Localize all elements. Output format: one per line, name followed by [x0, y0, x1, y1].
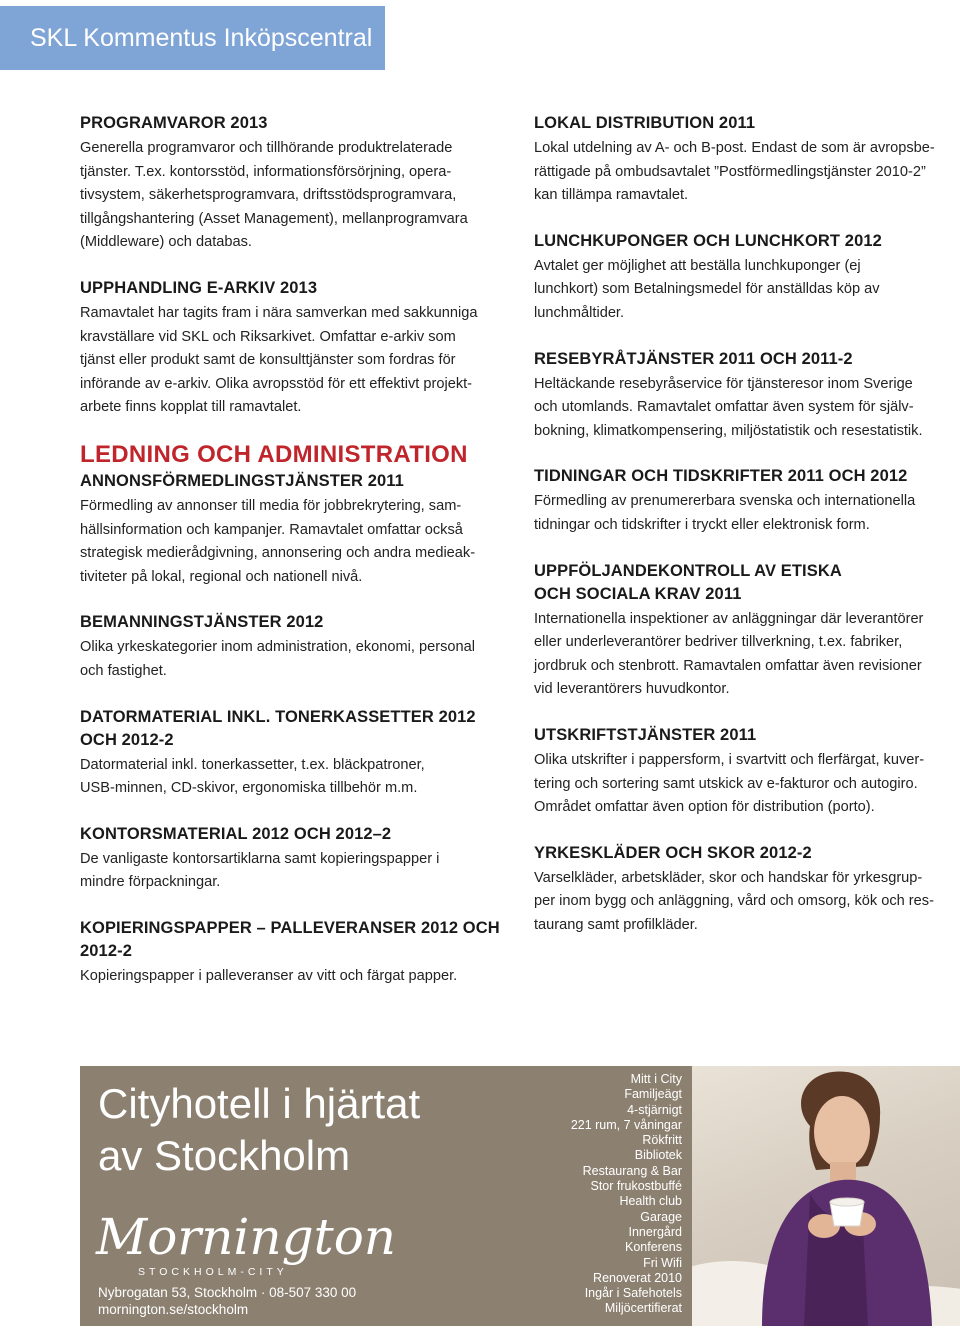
section-body: Förmedling av prenumererbara svenska och internationella tidningar och tidskrifter i tryckt eller elektronisk form.: [534, 493, 916, 533]
section-kontorsmaterial: [80, 823, 510, 895]
section-lokal-distribution: [534, 112, 958, 208]
feature-item: Innergård: [628, 1224, 682, 1239]
feature-item: Familjeägt: [624, 1087, 682, 1102]
section-body: Olika utskrifter i pappersform, i svartvitt och flerfärgat, kuver- tering och sortering samt utskick av e-fakturor och autogiro. Området omfattar även option för distribution (porto).: [534, 751, 925, 816]
section-body: De vanligaste kontorsartiklarna samt kopieringspapper i mindre förpackningar.: [80, 850, 440, 891]
feature-item: Stor frukostbuffé: [590, 1179, 682, 1194]
section-title: TIDNINGAR OCH TIDSKRIFTER 2011 OCH 2012: [534, 467, 908, 486]
section-annonsformedling: [80, 440, 510, 589]
feature-item: Konferens: [625, 1240, 682, 1255]
section-title: UPPHANDLING E-ARKIV 2013: [80, 278, 318, 297]
feature-item: Bibliotek: [634, 1148, 682, 1163]
feature-item: Rökfritt: [642, 1133, 682, 1148]
ad-feature-list: [520, 1072, 682, 1317]
section-title: LUNCHKUPONGER OCH LUNCHKORT 2012: [534, 231, 882, 250]
section-datormaterial: [80, 706, 510, 801]
section-body: Lokal utdelning av A- och B-post. Endast de som är avropsbe- rättigade på ombudsavtalet ”Postförmedlingstjänster 2010-2” kan tillämpa ramavtalet.: [534, 140, 935, 204]
feature-item: 221 rum, 7 våningar: [570, 1117, 682, 1132]
section-yrkesklader: [534, 842, 958, 938]
logo-wordmark: Mornington: [96, 1208, 396, 1266]
feature-item: Restaurang & Bar: [582, 1163, 682, 1178]
logo-subtitle: STOCKHOLM-CITY: [138, 1266, 288, 1278]
left-column: [80, 112, 510, 1010]
ad-text-area: [80, 1066, 565, 1326]
feature-item: Fri Wifi: [643, 1255, 682, 1270]
section-body: Ramavtalet har tagits fram i nära samverkan med sakkunniga kravställare vid SKL och Riksarkivet. Omfattar e-arkiv som tjänst eller produkt samt de konsulttjänster som fordras för införande av e-arkiv. Olika avropsstöd för ett effektivt projekt- arbete finns kopplat till ramavtalet.: [80, 304, 478, 416]
ad-headline: Cityhotell i hjärtat av Stockholm: [98, 1080, 421, 1179]
photo-illustration: [692, 1066, 960, 1326]
section-kopieringspapper: [80, 917, 510, 989]
section-title: PROGRAMVAROR 2013: [80, 114, 268, 132]
section-uppfoljandekontroll: [534, 560, 958, 702]
section-resebyra: [534, 348, 958, 444]
section-title: UPPFÖLJANDEKONTROLL AV ETISKA OCH SOCIALA KRAV 2011: [534, 561, 842, 603]
section-title: RESEBYRÅTJÄNSTER 2011 OCH 2011-2: [534, 349, 853, 368]
section-body: Datormaterial inkl. tonerkassetter, t.ex. bläckpatroner, USB-minnen, CD-skivor, ergonomiska tillbehör m.m.: [80, 756, 425, 797]
section-body: Internationella inspektioner av anläggningar där leverantörer eller underleverantörer bedriver tillverkning, t.ex. fabriker, jordbruk och stenbrott. Ramavtalen omfattar även revisioner vid leverantörers huvudkontor.: [534, 610, 924, 698]
section-title: DATORMATERIAL INKL. TONERKASSETTER 2012 OCH 2012-2: [80, 707, 476, 749]
section-body: Kopieringspapper i palleveranser av vitt och färgat papper.: [80, 967, 458, 984]
feature-item: Ingår i Safehotels: [584, 1286, 682, 1301]
section-tidningar: [534, 465, 958, 537]
section-title: KONTORSMATERIAL 2012 OCH 2012–2: [80, 824, 392, 843]
section-body: Varselkläder, arbetskläder, skor och handskar för yrkesgrup- per inom bygg och anläggning, vård och omsorg, kök och res- taurang samt profilkläder.: [534, 869, 934, 933]
section-lunchkuponger: [534, 230, 958, 326]
category-heading: LEDNING OCH ADMINISTRATION: [80, 440, 468, 468]
section-programvaror: [80, 112, 510, 255]
section-e-arkiv: [80, 277, 510, 420]
section-title: BEMANNINGSTJÄNSTER 2012: [80, 613, 324, 632]
section-bemanning: [80, 611, 510, 683]
section-body: Förmedling av annonser till media för jobbrekrytering, sam- hällsinformation och kampanjer. Ramavtalet omfattar också strategisk medierådgivning, annonsering och andra medieak- tiviteter på lokal, regional och nationell nivå.: [80, 497, 476, 585]
ad-url[interactable]: mornington.se/stockholm: [98, 1302, 249, 1317]
feature-item: 4-stjärnigt: [627, 1102, 682, 1117]
section-title: KOPIERINGSPAPPER – PALLEVERANSER 2012 OCH 2012-2: [80, 918, 500, 960]
page-header-title: SKL Kommentus Inköpscentral: [30, 24, 373, 52]
feature-item: Renoverat 2010: [593, 1270, 682, 1285]
section-title: UTSKRIFTSTJÄNSTER 2011: [534, 725, 757, 744]
feature-item: Health club: [619, 1194, 682, 1209]
right-column: [534, 112, 958, 959]
hotel-advertisement: [80, 1066, 960, 1326]
section-body: Avtalet ger möjlighet att beställa lunchkuponger (ej lunchkort) som Betalningsmedel för anställdas köp av lunchmåltider.: [534, 257, 880, 321]
hotel-guest-photo: [692, 1066, 960, 1326]
feature-item: Mitt i City: [630, 1072, 682, 1086]
section-utskriftstjanster: [534, 724, 958, 820]
ad-address: Nybrogatan 53, Stockholm · 08-507 330 00: [98, 1285, 357, 1300]
feature-item: Garage: [640, 1209, 682, 1224]
feature-item: Miljöcertifierat: [604, 1301, 682, 1316]
section-title: YRKESKLÄDER OCH SKOR 2012-2: [534, 843, 812, 862]
section-body: Generella programvaror och tillhörande produktrelaterade tjänster. T.ex. kontorsstöd, informationsförsörjning, opera- tivsystem, säkerhetsprogramvara, driftsstödsprogramvara, tillgångshantering (Asset Management), mellanprogramvara (Middleware) och databas.: [80, 140, 468, 251]
section-title: ANNONSFÖRMEDLINGSTJÄNSTER 2011: [80, 471, 404, 490]
section-title: LOKAL DISTRIBUTION 2011: [534, 114, 756, 132]
section-body: Olika yrkeskategorier inom administration, ekonomi, personal och fastighet.: [80, 639, 476, 679]
section-body: Heltäckande resebyråservice för tjänsteresor inom Sverige och utomlands. Ramavtalet omfattar även system för själv- bokning, klimatkompensering, miljöstatistik och resestatistik.: [534, 375, 923, 439]
header-band: [0, 6, 385, 70]
mornington-logo: [96, 1208, 396, 1278]
ad-contact: [98, 1284, 356, 1318]
